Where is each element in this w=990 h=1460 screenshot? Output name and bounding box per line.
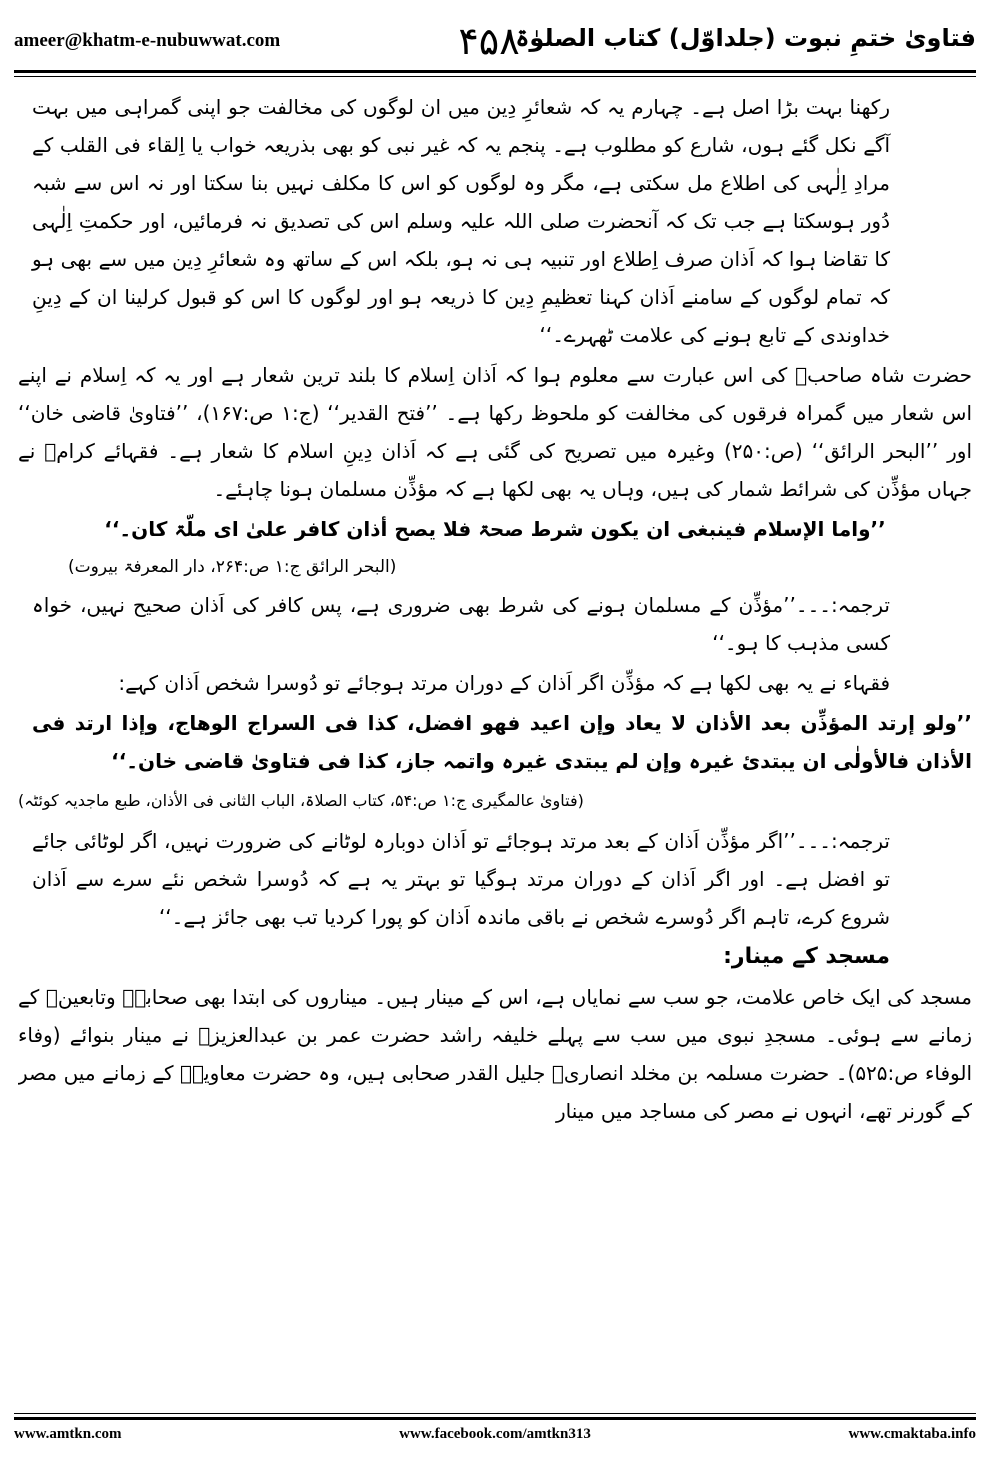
body-paragraph: فقہاء نے یہ بھی لکھا ہے کہ مؤذِّن اگر اَذان کے دوران مرتد ہوجائے تو دُوسرا شخص اَذان کہے: (118, 671, 890, 695)
translation: ترجمہ:۔۔۔’’اگر مؤذِّن اَذان کے بعد مرتد ہوجائے تو اَذان دوبارہ لوٹانے کی ضرورت نہیں، اگر لوٹائی جائے تو افضل ہے۔ اور اگر اَذان کے دوران مرتد ہوگیا تو بہتر یہ ہے کہ دُوسرا شخص نئے سرے سے اَذان شروع کرے، تاہم اگر دُوسرے شخص نے باقی ماندہ اَذان کو پورا کردیا تب بھی جائز ہے۔‘‘ (32, 829, 890, 929)
book-title: فتاویٰ ختمِ نبوت (جلداوّل) کتاب الصلوٰۃ (515, 24, 976, 52)
header-rule-thick (14, 70, 976, 73)
section-heading: مسجد کے مینار: (723, 944, 890, 969)
footer-rule-thick (14, 1417, 976, 1420)
translation: ترجمہ:۔۔۔’’مؤذِّن کے مسلمان ہونے کی شرط بھی ضروری ہے، پس کافر کی اَذان صحیح نہیں، خواہ کسی مذہب کا ہو۔‘‘ (32, 593, 890, 655)
body-paragraph: حضرت شاہ صاحبؒ کی اس عبارت سے معلوم ہوا کہ اَذان اِسلام کا بلند ترین شعار ہے اور یہ کہ اِسلام نے اپنے اس شعار میں گمراہ فرقوں کی مخالفت کو ملحوظ رکھا ہے۔ ’’فتح القدیر‘‘ (ج:۱ ص:۱۶۷)، ’’فتاویٰ قاضی خان‘‘ اور ’’البحر الرائق‘‘ (ص:۲۵۰) وغیرہ میں تصریح کی گئی ہے کہ اَذان دِینِ اسلام کا شعار ہے۔ فقہائے کرامؒ نے جہاں مؤذِّن کی شرائط شمار کی ہیں، وہاں یہ بھی لکھا ہے کہ مؤذِّن مسلمان ہونا چاہئے۔ (18, 363, 972, 501)
quote-continuation: رکھنا بہت بڑا اصل ہے۔ چہارم یہ کہ شعائرِ دِین میں ان لوگوں کی مخالفت جو اپنی گمراہی میں بہت آگے نکل گئے ہوں، شارع کو مطلوب ہے۔ پنجم یہ کہ غیر نبی کو بھی بذریعہ خواب یا اِلقاء فی القلب کے مرادِ اِلٰہی کی اطلاع مل سکتی ہے، مگر وہ لوگوں کو اس کا مکلف نہیں بنا سکتا اور نہ اس سے شبہ دُور ہوسکتا ہے جب تک کہ آنحضرت صلی اللہ علیہ وسلم اس کی تصدیق نہ فرمائیں، اور حکمتِ اِلٰہی کا تقاضا ہوا کہ اَذان صرف اِطلاع اور تنبیہ ہی نہ ہو، بلکہ اس کے ساتھ وہ شعائرِ دِین میں سے بھی ہو کہ تمام لوگوں کے سامنے اَذان کہنا تعظیمِ دِین کا ذریعہ ہو اور لوگوں کا اس کو قبول کرلینا ان کے دِینِ خداوندی کے تابع ہونے کی علامت ٹھہرے۔‘‘ (32, 95, 891, 347)
arabic-quote: ’’ولو إرتد المؤذِّن بعد الأذان لا یعاد وإن اعید فھو افضل، کذا فی السراج الوھاج، وإذا ارتد فی الأذان فالأولٰی ان یبتدیٔ غیرہ وإن لم یبتدی غیرہ واتمہ جاز، کذا فی فتاویٰ قاضی خان۔‘‘ (32, 711, 972, 773)
header-email: ameer@khatm-e-nubuwwat.com (14, 30, 281, 51)
page-body (18, 88, 972, 1406)
page-number: ۴۵۸ (458, 19, 520, 63)
footer-link-left[interactable]: www.amtkn.com (14, 1426, 122, 1442)
body-paragraph: مسجد کی ایک خاص علامت، جو سب سے نمایاں ہے، اس کے مینار ہیں۔ میناروں کی ابتدا بھی صحابہؓ وتابعینؒ کے زمانے سے ہوئی۔ مسجدِ نبوی میں سب سے پہلے خلیفہ راشد حضرت عمر بن عبدالعزیزؒ نے مینار بنوائے (وفاء الوفاء ص:۵۲۵)۔ حضرت مسلمہ بن مخلد انصاریؓ جلیل القدر صحابی ہیں، وہ حضرت معاویہؓ کے زمانے میں مصر کے گورنر تھے، انہوں نے مصر کی مساجد میں مینار (18, 985, 972, 1123)
citation: (البحر الرائق ج:۱ ص:۲۶۴، دار المعرفۃ بیروت) (68, 557, 397, 577)
header-rule-thin (14, 76, 976, 77)
footer-link-center[interactable]: www.facebook.com/amtkn313 (399, 1426, 591, 1442)
citation: (فتاویٰ عالمگیری ج:۱ ص:۵۴، کتاب الصلاۃ، الباب الثانی فی الأذان، طبع ماجدیہ کوئٹہ) (18, 791, 584, 810)
page-header (14, 8, 976, 72)
arabic-quote: ’’واما الإسلام فینبغی ان یکون شرط صحۃ فلا یصح أذان کافر علیٰ ای ملّۃ کان۔‘‘ (104, 517, 886, 541)
footer-link-right[interactable]: www.cmaktaba.info (848, 1426, 976, 1442)
page-footer (14, 1426, 976, 1450)
footer-rule-thin (14, 1413, 976, 1414)
